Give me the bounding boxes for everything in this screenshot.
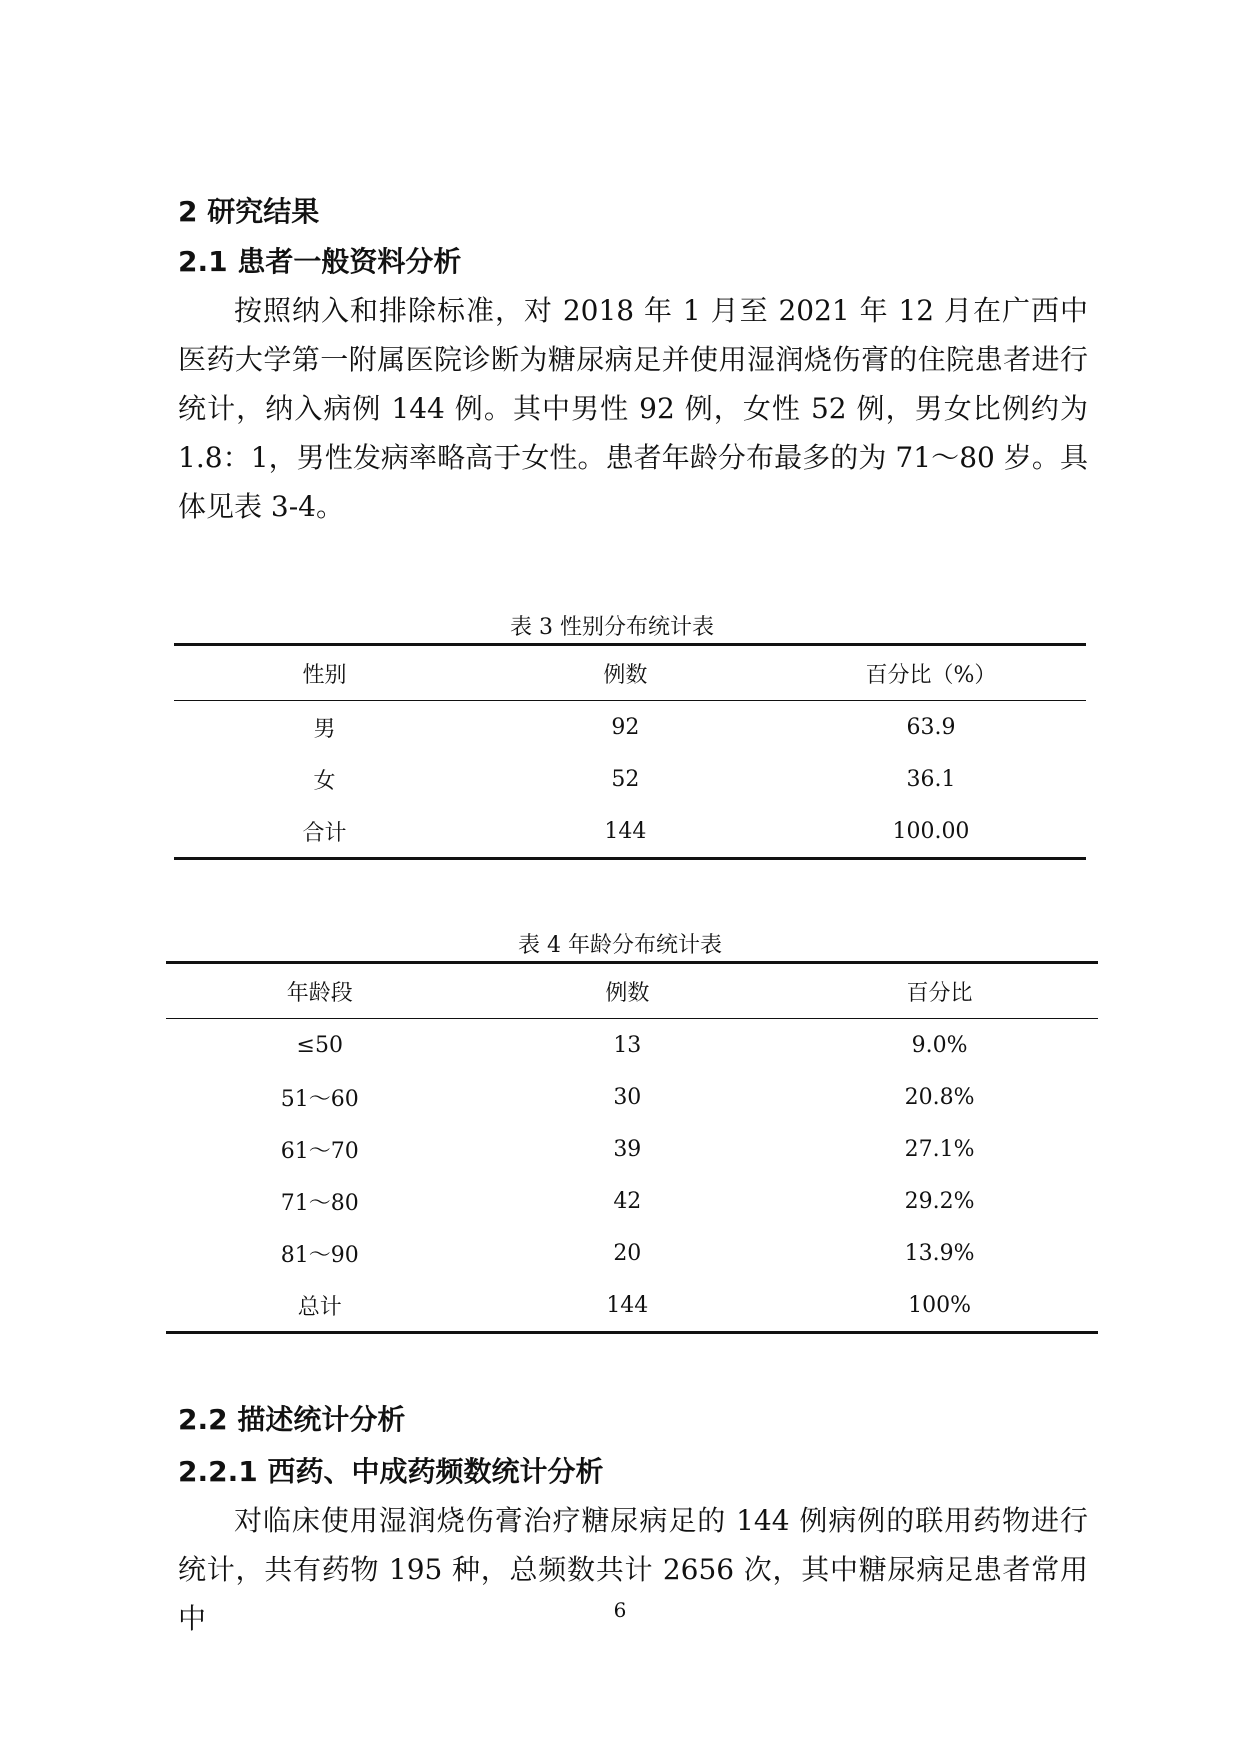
page-number: 6 xyxy=(613,1598,627,1622)
table4-header-cell: 年龄段 xyxy=(166,963,474,1019)
table4-cell: 27.1% xyxy=(904,1136,975,1162)
table3-caption: 表 3 性别分布统计表 xyxy=(510,615,714,640)
subsection-heading-2-2-1: 2.2.1 西药、中成药频数统计分析 xyxy=(178,1455,604,1488)
table-row xyxy=(166,1019,1098,1072)
table3-header-row xyxy=(174,645,1086,701)
paragraph-text: 按照纳入和排除标准，对 2018 年 1 月至 2021 年 12 月在广西中医药大学第一附属医院诊断为糖尿病足并使用湿润烧伤膏的住院患者进行统计，纳入病例 144 例。其中男性 92 例，女性 52 例，男女比例约为 1.8：1，男性发病率略高于女性。患者年龄分布最多的为 71～80 岁。具体见表 3-4。 xyxy=(178,294,1088,523)
table-row xyxy=(166,1071,1098,1123)
table4-cell: 39 xyxy=(613,1136,642,1162)
table3 xyxy=(174,643,1086,860)
table4-cell: 81～90 xyxy=(280,1242,359,1268)
table4-cell: 13 xyxy=(613,1032,642,1058)
table4-cell: 30 xyxy=(613,1084,642,1110)
table4-cell: 42 xyxy=(613,1188,642,1214)
paragraph-text: 对临床使用湿润烧伤膏治疗糖尿病足的 144 例病例的联用药物进行统计，共有药物 195 种，总频数共计 2656 次，其中糖尿病足患者常用中 xyxy=(178,1504,1088,1635)
table4-cell: 20 xyxy=(613,1240,642,1266)
table4-cell: 61～70 xyxy=(280,1138,359,1164)
table4-header-row xyxy=(166,963,1098,1019)
table3-header-cell: 例数 xyxy=(475,645,776,701)
table4-cell: 总计 xyxy=(166,1279,474,1333)
table4 xyxy=(166,961,1098,1334)
table4-cell: 144 xyxy=(474,1279,782,1333)
table-row xyxy=(174,805,1086,859)
table4-cell: ≤50 xyxy=(296,1032,343,1058)
table4-caption: 表 4 年龄分布统计表 xyxy=(518,933,722,958)
section-heading: 2 研究结果 xyxy=(178,195,320,228)
table4-cell: 71～80 xyxy=(280,1190,359,1216)
paragraph-general-data xyxy=(178,286,1088,531)
table3-cell: 63.9 xyxy=(906,714,956,740)
table4-header-cell: 百分比 xyxy=(781,963,1098,1019)
table-row xyxy=(174,701,1086,754)
table4-cell: 100% xyxy=(781,1279,1098,1333)
table4-header-cell: 例数 xyxy=(474,963,782,1019)
table4-cell: 51～60 xyxy=(280,1086,359,1112)
table3-cell: 女 xyxy=(313,768,336,794)
table-row xyxy=(174,753,1086,805)
table4-cell: 9.0% xyxy=(911,1032,968,1058)
table3-header-cell: 性别 xyxy=(174,645,475,701)
table4-cell: 20.8% xyxy=(904,1084,975,1110)
table4-cell: 29.2% xyxy=(904,1188,975,1214)
subsection-heading-2-1: 2.1 患者一般资料分析 xyxy=(178,245,462,278)
table-row xyxy=(166,1227,1098,1279)
table-row xyxy=(166,1175,1098,1227)
table3-header-cell: 百分比（%） xyxy=(776,645,1086,701)
table3-cell: 合计 xyxy=(174,805,475,859)
table3-cell: 92 xyxy=(611,714,640,740)
subsection-heading-2-2: 2.2 描述统计分析 xyxy=(178,1403,406,1436)
table-row xyxy=(166,1279,1098,1333)
table3-cell: 100.00 xyxy=(776,805,1086,859)
table3-cell: 36.1 xyxy=(906,766,956,792)
table3-cell: 52 xyxy=(611,766,640,792)
table3-cell: 144 xyxy=(475,805,776,859)
table4-cell: 13.9% xyxy=(904,1240,975,1266)
table-row xyxy=(166,1123,1098,1175)
table3-cell: 男 xyxy=(313,716,336,742)
